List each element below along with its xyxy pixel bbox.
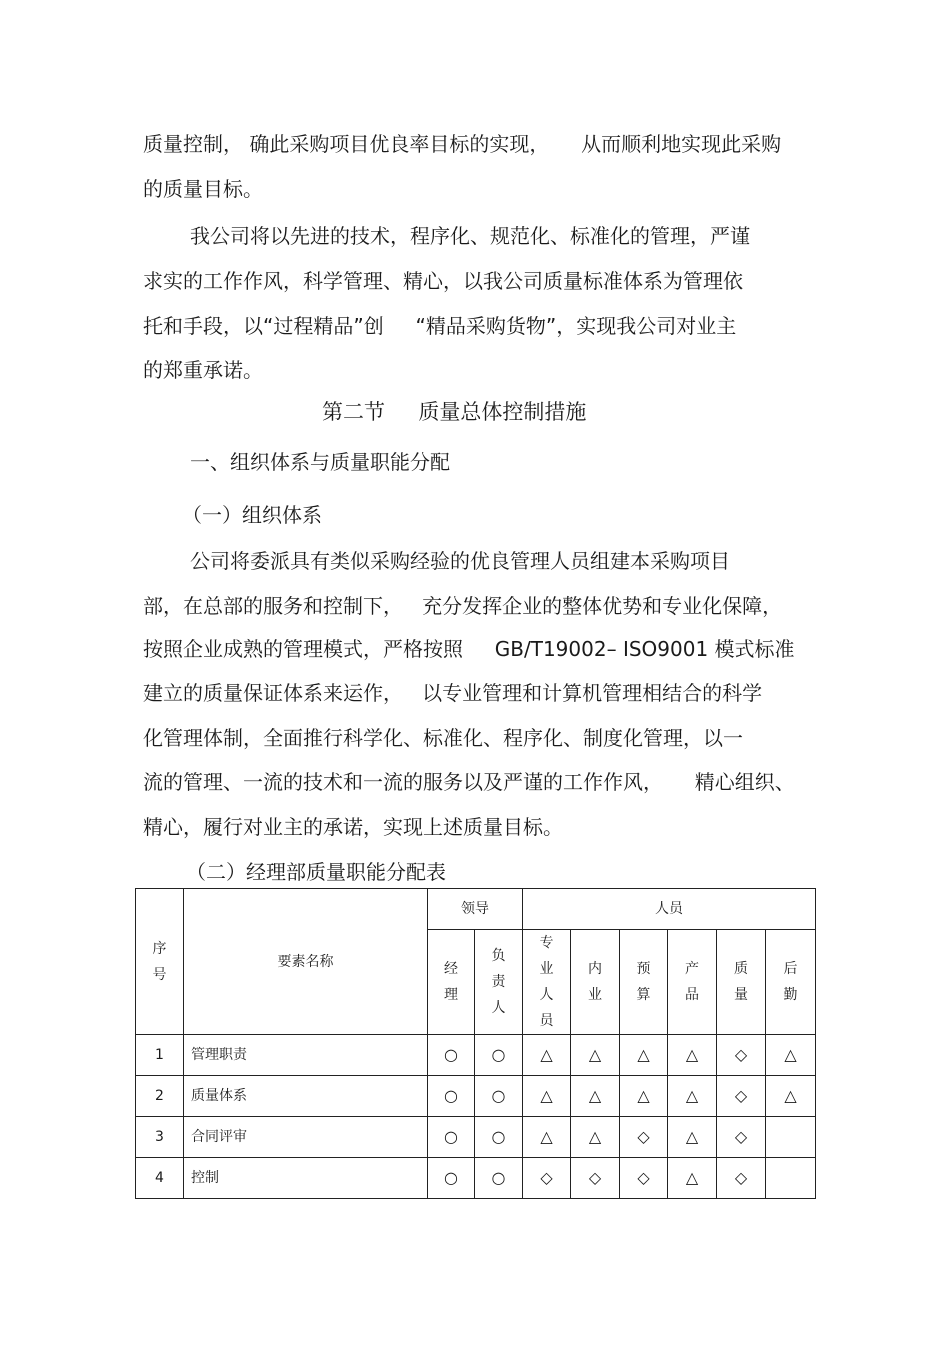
section-title: 第二节 质量总体控制措施 — [322, 400, 587, 424]
row-symbol-cell: ○ — [428, 1117, 475, 1158]
row-symbol-cell: △ — [668, 1117, 717, 1158]
paragraph-line: 的郑重承诺。 — [143, 358, 263, 382]
row-element-name: 合同评审 — [184, 1117, 428, 1158]
row-symbol-cell: △ — [620, 1076, 668, 1117]
table-row — [136, 1035, 816, 1076]
subheader-cell: 预算 — [620, 930, 668, 1035]
table-row — [136, 1076, 816, 1117]
header-group-staff: 人员 — [523, 889, 816, 930]
subheader-cell: 后勤 — [766, 930, 816, 1035]
row-seq: 1 — [136, 1035, 184, 1076]
row-symbol-cell: △ — [523, 1117, 571, 1158]
row-symbol-cell — [766, 1158, 816, 1199]
table-row — [136, 1158, 816, 1199]
row-seq: 3 — [136, 1117, 184, 1158]
paragraph-line: 我公司将以先进的技术，程序化、规范化、标准化的管理，严谨 — [190, 224, 750, 248]
subheader-cell: 产品 — [668, 930, 717, 1035]
row-symbol-cell: ○ — [428, 1158, 475, 1199]
table-header-row — [136, 889, 816, 930]
row-symbol-cell: ◇ — [717, 1158, 766, 1199]
subheader-cell: 专业人员 — [523, 930, 571, 1035]
row-symbol-cell: ○ — [475, 1035, 523, 1076]
row-symbol-cell: ○ — [428, 1035, 475, 1076]
row-seq: 4 — [136, 1158, 184, 1199]
paragraph-line: 建立的质量保证体系来运作， 以专业管理和计算机管理相结合的科学 — [143, 681, 763, 705]
table-row — [136, 1117, 816, 1158]
header-element-name: 要素名称 — [184, 889, 428, 1035]
row-symbol-cell: △ — [620, 1035, 668, 1076]
row-element-name: 质量体系 — [184, 1076, 428, 1117]
row-symbol-cell: △ — [571, 1035, 620, 1076]
row-symbol-cell: △ — [766, 1076, 816, 1117]
paragraph-line: 求实的工作作风，科学管理、精心，以我公司质量标准体系为管理依 — [143, 269, 743, 293]
row-symbol-cell: △ — [523, 1035, 571, 1076]
paragraph-line: 精心，履行对业主的承诺，实现上述质量目标。 — [143, 815, 563, 839]
row-symbol-cell: ◇ — [620, 1117, 668, 1158]
paragraph-line: 托和手段，以“过程精品”创 “精品采购货物”，实现我公司对业主 — [143, 314, 737, 338]
row-element-name: 控制 — [184, 1158, 428, 1199]
row-symbol-cell: △ — [523, 1076, 571, 1117]
paragraph-line: 按照企业成熟的管理模式，严格按照 GB/T19002– ISO9001 模式标准 — [143, 637, 795, 661]
row-seq: 2 — [136, 1076, 184, 1117]
table-caption: （二）经理部质量职能分配表 — [186, 860, 446, 884]
quality-function-table — [135, 888, 816, 1199]
paragraph-line: 公司将委派具有类似采购经验的优良管理人员组建本采购项目 — [190, 549, 730, 573]
row-symbol-cell: ◇ — [717, 1076, 766, 1117]
row-symbol-cell: ◇ — [523, 1158, 571, 1199]
paragraph-line: 质量控制， 确此采购项目优良率目标的实现， 从而顺利地实现此采购 — [143, 132, 782, 156]
row-symbol-cell: △ — [571, 1076, 620, 1117]
row-symbol-cell: ◇ — [620, 1158, 668, 1199]
paragraph-line: 部，在总部的服务和控制下， 充分发挥企业的整体优势和专业化保障， — [143, 594, 783, 618]
row-symbol-cell — [766, 1117, 816, 1158]
header-seq: 序号 — [136, 889, 184, 1035]
row-element-name: 管理职责 — [184, 1035, 428, 1076]
subheader-cell: 质量 — [717, 930, 766, 1035]
row-symbol-cell: ◇ — [571, 1158, 620, 1199]
row-symbol-cell: △ — [766, 1035, 816, 1076]
row-symbol-cell: ○ — [475, 1076, 523, 1117]
paragraph-line: 流的管理、一流的技术和一流的服务以及严谨的工作作风， 精心组织、 — [143, 770, 795, 794]
paragraph-line: 的质量目标。 — [143, 177, 263, 201]
row-symbol-cell: ○ — [475, 1117, 523, 1158]
paragraph-line: 化管理体制，全面推行科学化、标准化、程序化、制度化管理，以一 — [143, 726, 743, 750]
heading-level1: 一、组织体系与质量职能分配 — [190, 450, 450, 474]
heading-level2: （一）组织体系 — [182, 503, 322, 527]
row-symbol-cell: △ — [668, 1035, 717, 1076]
row-symbol-cell: ○ — [475, 1158, 523, 1199]
row-symbol-cell: ◇ — [717, 1035, 766, 1076]
row-symbol-cell: △ — [668, 1076, 717, 1117]
subheader-cell: 内业 — [571, 930, 620, 1035]
row-symbol-cell: △ — [668, 1158, 717, 1199]
row-symbol-cell: ○ — [428, 1076, 475, 1117]
subheader-cell: 经理 — [428, 930, 475, 1035]
header-group-leader: 领导 — [428, 889, 523, 930]
row-symbol-cell: △ — [571, 1117, 620, 1158]
row-symbol-cell: ◇ — [717, 1117, 766, 1158]
subheader-cell: 负责人 — [475, 930, 523, 1035]
